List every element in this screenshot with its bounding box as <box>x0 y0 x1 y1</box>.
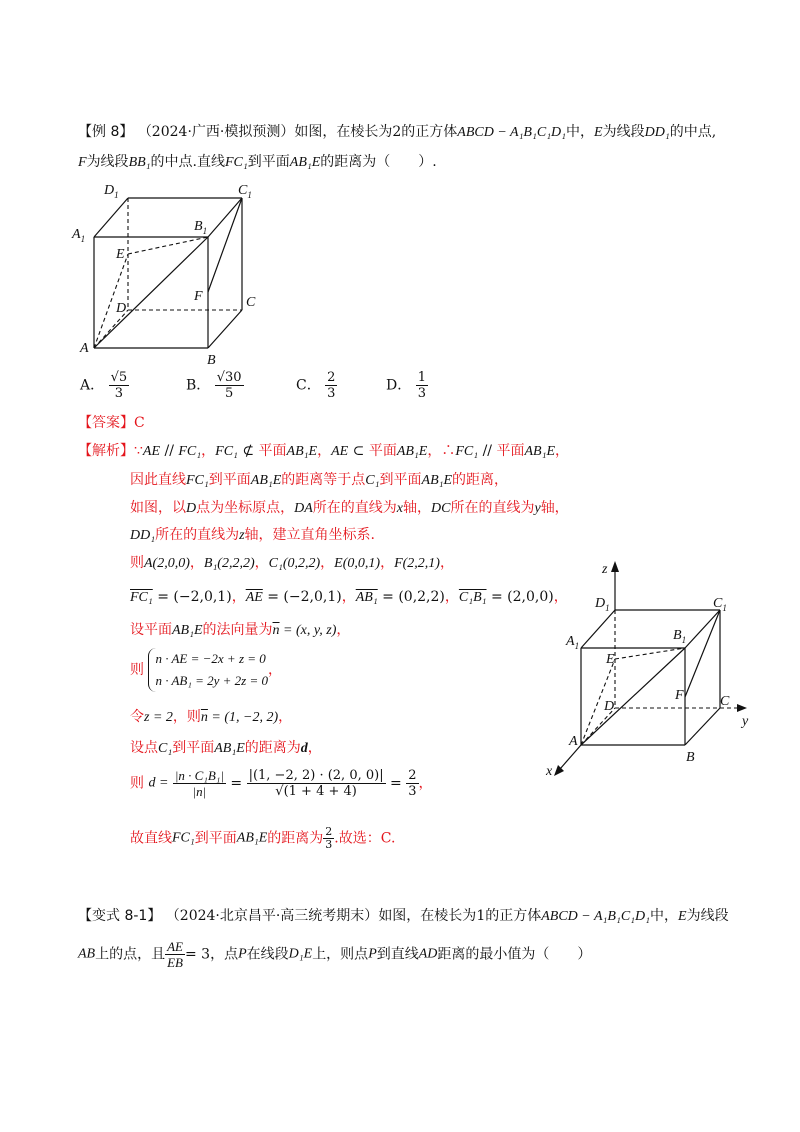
label-D: D <box>116 301 127 316</box>
label-A: A <box>80 341 89 356</box>
variant-line-1: 【变式 8-1】 （2024·北京昌平·高三统考期末）如图，在棱长为1的正方体ABCD − A₁B₁C₁D₁中，E为线段 <box>78 908 729 924</box>
system-eq-1: n · AE = −2x + z = 0 <box>155 651 266 666</box>
cube-figure-2 <box>540 555 770 790</box>
y-arrowhead <box>737 704 747 712</box>
axis-label-x: x <box>546 764 553 779</box>
z-arrowhead <box>611 561 619 572</box>
example8-line2: F为线段BB₁的中点.直线FC₁到平面AB₁E的距离为（ ）. <box>78 154 437 170</box>
option-d: D． $\frac{1}{3}$ <box>386 370 426 401</box>
solution-line-11: 则 d = $\frac{\text{|n · C₁B₁|}}{|n|}$ = $\frac{|(1, -2, 2) \cdot (2, 0, 0)|}{√(1 + 4 + 4)}$ = $\frac{2}{3}$ ， <box>130 768 433 799</box>
segment-F-C1 <box>208 198 242 292</box>
example-source: （2024·广西·模拟预测） <box>137 124 295 140</box>
label-F: F <box>675 688 684 703</box>
label-B1: $B_1$ <box>673 628 687 645</box>
segment-E-B1 <box>128 237 208 254</box>
option-a: A． $\frac{√5}{3}$ <box>80 370 128 401</box>
solution-line-5: 则A(2,0,0)，B₁(2,2,2)，C₁(0,2,2)，E(0,0,1)，F(2,2,1)， <box>130 555 454 571</box>
segment-A-B1 <box>94 237 208 348</box>
system-eq-2: n · AB₁ = 2y + 2z = 0 <box>155 673 269 688</box>
label-D1: $D_1$ <box>104 183 119 200</box>
solution-line-10: 设点C₁到平面AB₁E的距离为d， <box>130 740 322 756</box>
label-C: C <box>246 295 256 310</box>
example-tag: 【例 8】 <box>78 124 134 140</box>
solution-line-1: 【解析】∵AE // FC₁，FC₁ ⊄ 平面AB₁E，AE ⊂ 平面AB₁E，∴FC₁ // 平面AB₁E， <box>78 443 569 459</box>
label-F: F <box>194 289 203 304</box>
solution-line-6: FC₁ = (−2,0,1)，$\overline{AE} = (-2,0,1)$，AB₁ = (0,2,2)，C₁B₁ = (2,0,0)， <box>130 589 568 605</box>
solution-label: 【解析】 <box>78 443 134 459</box>
edge-B-C <box>685 708 720 745</box>
axis-label-y: y <box>742 714 749 729</box>
solution-line-2: 因此直线FC₁到平面AB₁E的距离等于点C₁到平面AB₁E的距离， <box>130 472 509 488</box>
edge-C1-B1 <box>685 610 720 648</box>
label-C1: $C_1$ <box>238 183 252 200</box>
cube-figure-1 <box>70 180 270 370</box>
cube-name: ABCD − A₁B₁C₁D₁ <box>457 125 567 140</box>
solution-line-7: 设平面AB₁E的法向量为$\overline{n} = (x$, y, z)， <box>130 622 351 638</box>
edge-A1-D1 <box>581 610 615 648</box>
label-A1: $A_1$ <box>72 227 86 244</box>
edge-A1-D1 <box>94 198 128 237</box>
variant-line-2: AB上的点，且 $\frac{AE}{EB}$ = 3，点P在线段D₁E上，则点P到直线AD距离的最小值为（ ） <box>78 939 592 970</box>
label-D: D <box>604 699 615 714</box>
label-E: E <box>606 652 615 667</box>
variant-tag: 【变式 8-1】 <box>78 908 162 924</box>
label-B1: $B_1$ <box>194 219 208 236</box>
segment-F-C1 <box>685 610 720 697</box>
solution-line-4: DD₁所在的直线为z轴，建立直角坐标系. <box>130 527 375 543</box>
label-A1: $A_1$ <box>566 634 580 651</box>
solution-line-3: 如图，以D点为坐标原点，DA所在的直线为x轴，DC所在的直线为y轴， <box>130 500 569 516</box>
segment-A-B1 <box>581 648 685 745</box>
option-b: B． $\frac{√30}{5}$ <box>186 370 242 401</box>
solution-line-9: 令z = 2，则$\overline{n} = (1$, −2, 2)， <box>130 709 293 725</box>
label-B: B <box>207 353 216 368</box>
axis-label-z: z <box>602 562 608 577</box>
label-C1: $C_1$ <box>713 596 727 613</box>
label-D1: $D_1$ <box>595 596 610 613</box>
option-c: C． $\frac{2}{3}$ <box>296 370 336 401</box>
label-E: E <box>116 247 125 262</box>
edge-C1-B1 <box>208 198 242 237</box>
label-B: B <box>686 750 695 765</box>
label-C: C <box>720 694 730 709</box>
solution-line-8: 则 n · AE = −2x + z = 0 n · AB₁ = 2y + 2z = 0 ， <box>130 648 282 692</box>
answer: 【答案】C <box>78 415 145 431</box>
example8-line1: 【例 8】 （2024·广西·模拟预测）如图，在棱长为2的正方体ABCD − A₁B₁C₁D₁中，E为线段DD₁的中点, <box>78 124 717 140</box>
label-A: A <box>569 734 578 749</box>
edge-B-C <box>208 310 242 348</box>
solution-line-12: 故直线FC₁到平面AB₁E的距离为 $\frac{2}{3}$ .故选：C. <box>130 825 396 851</box>
